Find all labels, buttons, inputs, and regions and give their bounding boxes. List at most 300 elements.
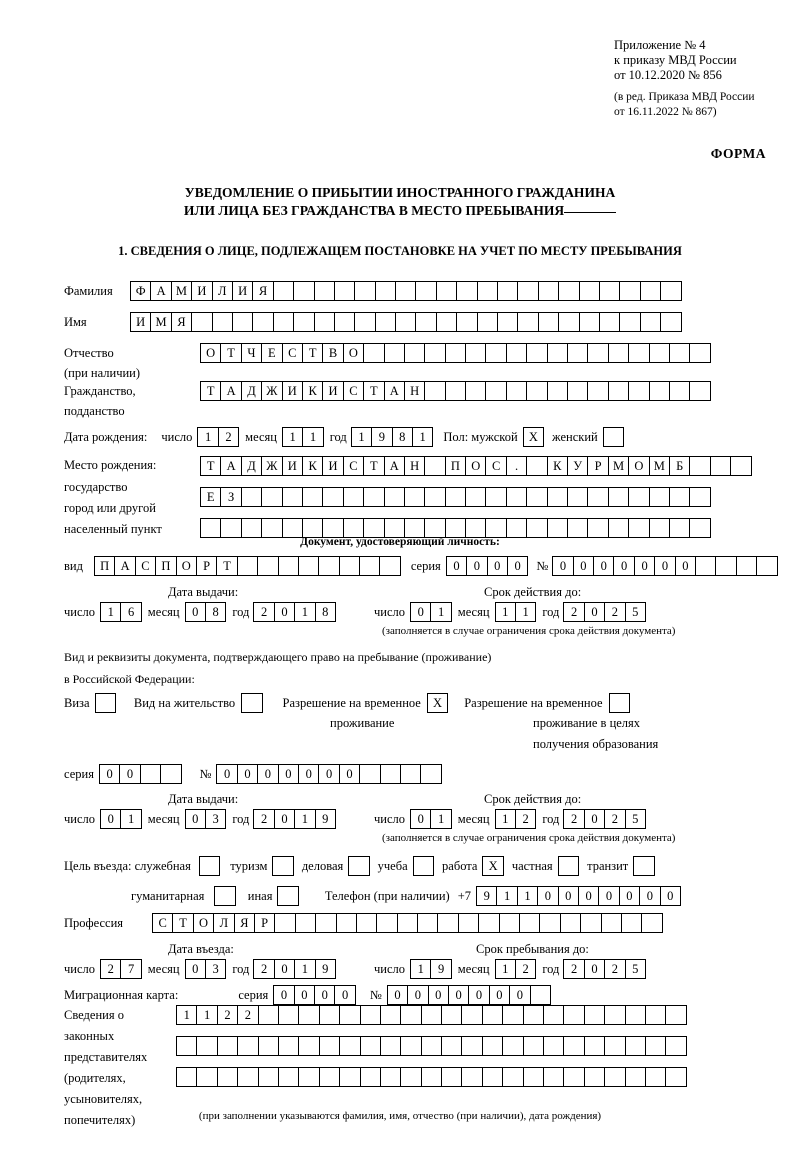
char-cell[interactable]: 0 <box>334 985 355 1005</box>
migration-card-number-input[interactable] <box>387 985 551 1005</box>
char-cell[interactable]: 2 <box>563 959 584 979</box>
char-cell[interactable] <box>579 281 600 301</box>
char-cell[interactable]: М <box>171 281 192 301</box>
char-cell[interactable] <box>441 1036 462 1056</box>
char-cell[interactable]: 5 <box>625 809 646 829</box>
char-cell[interactable] <box>547 381 568 401</box>
char-cell[interactable]: 0 <box>407 985 428 1005</box>
sex-female-checkbox[interactable] <box>603 427 624 447</box>
char-cell[interactable]: Е <box>261 343 282 363</box>
char-cell[interactable] <box>477 312 498 332</box>
char-cell[interactable] <box>482 1005 503 1025</box>
char-cell[interactable] <box>756 556 777 576</box>
char-cell[interactable] <box>526 456 547 476</box>
char-cell[interactable] <box>538 281 559 301</box>
char-cell[interactable] <box>497 281 518 301</box>
birthplace-line-1-input[interactable] <box>200 456 752 476</box>
idoc-valid-month-input[interactable] <box>495 602 537 622</box>
char-cell[interactable]: 1 <box>120 809 141 829</box>
char-cell[interactable]: А <box>384 381 405 401</box>
char-cell[interactable]: П <box>445 456 466 476</box>
char-cell[interactable] <box>258 1067 279 1087</box>
char-cell[interactable] <box>424 456 445 476</box>
char-cell[interactable] <box>669 518 690 538</box>
char-cell[interactable]: 2 <box>604 959 625 979</box>
char-cell[interactable] <box>485 381 506 401</box>
char-cell[interactable] <box>424 518 445 538</box>
char-cell[interactable] <box>400 1005 421 1025</box>
representatives-line-2-input[interactable] <box>176 1036 687 1056</box>
char-cell[interactable] <box>258 1005 279 1025</box>
char-cell[interactable]: . <box>506 456 527 476</box>
char-cell[interactable]: 0 <box>185 602 206 622</box>
permit-issue-day-input[interactable] <box>100 809 142 829</box>
idoc-kind-input[interactable] <box>94 556 401 576</box>
char-cell[interactable]: 9 <box>315 809 336 829</box>
char-cell[interactable] <box>506 343 527 363</box>
char-cell[interactable] <box>363 343 384 363</box>
char-cell[interactable] <box>526 381 547 401</box>
char-cell[interactable]: 0 <box>584 959 605 979</box>
birth-day-input[interactable] <box>197 427 239 447</box>
char-cell[interactable]: 9 <box>476 886 497 906</box>
char-cell[interactable] <box>380 1036 401 1056</box>
char-cell[interactable] <box>669 343 690 363</box>
char-cell[interactable]: Я <box>171 312 192 332</box>
char-cell[interactable] <box>660 312 681 332</box>
phone-input[interactable] <box>476 886 681 906</box>
char-cell[interactable] <box>424 343 445 363</box>
char-cell[interactable] <box>196 1036 217 1056</box>
char-cell[interactable] <box>526 343 547 363</box>
char-cell[interactable] <box>395 312 416 332</box>
char-cell[interactable]: 2 <box>563 809 584 829</box>
char-cell[interactable]: Ж <box>261 381 282 401</box>
char-cell[interactable]: 0 <box>294 985 315 1005</box>
char-cell[interactable] <box>293 312 314 332</box>
char-cell[interactable] <box>395 281 416 301</box>
residence-checkbox[interactable] <box>241 693 262 713</box>
char-cell[interactable] <box>608 487 629 507</box>
char-cell[interactable] <box>539 913 560 933</box>
char-cell[interactable] <box>599 281 620 301</box>
char-cell[interactable]: Т <box>363 381 384 401</box>
char-cell[interactable] <box>375 312 396 332</box>
char-cell[interactable] <box>604 1036 625 1056</box>
char-cell[interactable] <box>587 518 608 538</box>
char-cell[interactable]: 1 <box>515 602 536 622</box>
char-cell[interactable] <box>587 343 608 363</box>
char-cell[interactable] <box>415 312 436 332</box>
char-cell[interactable] <box>319 1005 340 1025</box>
char-cell[interactable] <box>445 343 466 363</box>
char-cell[interactable]: 9 <box>430 959 451 979</box>
char-cell[interactable]: Т <box>302 343 323 363</box>
permit-series-input[interactable] <box>99 764 182 784</box>
char-cell[interactable]: 2 <box>100 959 121 979</box>
char-cell[interactable] <box>322 487 343 507</box>
idoc-series-input[interactable] <box>446 556 529 576</box>
char-cell[interactable]: Н <box>404 381 425 401</box>
char-cell[interactable] <box>665 1036 686 1056</box>
idoc-valid-day-input[interactable] <box>410 602 452 622</box>
char-cell[interactable]: 2 <box>515 809 536 829</box>
char-cell[interactable] <box>619 281 640 301</box>
char-cell[interactable]: 2 <box>218 427 239 447</box>
char-cell[interactable]: 5 <box>625 602 646 622</box>
char-cell[interactable] <box>649 381 670 401</box>
char-cell[interactable]: И <box>191 281 212 301</box>
char-cell[interactable] <box>420 764 441 784</box>
char-cell[interactable] <box>485 487 506 507</box>
char-cell[interactable]: 0 <box>318 764 339 784</box>
char-cell[interactable]: 0 <box>489 985 510 1005</box>
char-cell[interactable] <box>456 281 477 301</box>
char-cell[interactable]: 0 <box>298 764 319 784</box>
char-cell[interactable]: 0 <box>314 985 335 1005</box>
char-cell[interactable] <box>587 487 608 507</box>
char-cell[interactable] <box>567 487 588 507</box>
char-cell[interactable]: 0 <box>185 809 206 829</box>
char-cell[interactable]: 0 <box>216 764 237 784</box>
purpose-study-checkbox[interactable] <box>413 856 434 876</box>
char-cell[interactable] <box>526 487 547 507</box>
representatives-line-1-input[interactable] <box>176 1005 687 1025</box>
char-cell[interactable]: 1 <box>196 1005 217 1025</box>
char-cell[interactable] <box>140 764 161 784</box>
char-cell[interactable]: А <box>220 456 241 476</box>
char-cell[interactable]: Р <box>196 556 217 576</box>
char-cell[interactable] <box>695 556 716 576</box>
char-cell[interactable]: К <box>547 456 568 476</box>
char-cell[interactable]: Я <box>252 281 273 301</box>
char-cell[interactable] <box>669 487 690 507</box>
char-cell[interactable]: О <box>465 456 486 476</box>
char-cell[interactable] <box>543 1036 564 1056</box>
char-cell[interactable]: П <box>155 556 176 576</box>
char-cell[interactable] <box>191 312 212 332</box>
char-cell[interactable] <box>445 518 466 538</box>
idoc-valid-year-input[interactable] <box>563 602 646 622</box>
permit-valid-day-input[interactable] <box>410 809 452 829</box>
char-cell[interactable] <box>645 1067 666 1087</box>
char-cell[interactable] <box>461 1067 482 1087</box>
entry-day-input[interactable] <box>100 959 142 979</box>
representatives-line-3-input[interactable] <box>176 1067 687 1087</box>
char-cell[interactable] <box>404 518 425 538</box>
char-cell[interactable] <box>485 518 506 538</box>
char-cell[interactable] <box>645 1005 666 1025</box>
char-cell[interactable] <box>502 1036 523 1056</box>
char-cell[interactable]: О <box>176 556 197 576</box>
char-cell[interactable] <box>456 312 477 332</box>
char-cell[interactable]: 1 <box>176 1005 197 1025</box>
char-cell[interactable] <box>278 1005 299 1025</box>
char-cell[interactable] <box>689 456 710 476</box>
char-cell[interactable] <box>315 913 336 933</box>
char-cell[interactable] <box>523 1005 544 1025</box>
char-cell[interactable]: 0 <box>339 764 360 784</box>
char-cell[interactable]: 2 <box>604 809 625 829</box>
char-cell[interactable]: 1 <box>517 886 538 906</box>
char-cell[interactable] <box>485 343 506 363</box>
char-cell[interactable]: 0 <box>619 886 640 906</box>
char-cell[interactable] <box>730 456 751 476</box>
patronymic-input[interactable] <box>200 343 711 363</box>
char-cell[interactable]: П <box>94 556 115 576</box>
char-cell[interactable]: 0 <box>537 886 558 906</box>
char-cell[interactable]: 2 <box>253 959 274 979</box>
char-cell[interactable] <box>628 487 649 507</box>
char-cell[interactable]: 1 <box>351 427 372 447</box>
char-cell[interactable]: С <box>343 381 364 401</box>
sex-male-checkbox[interactable]: X <box>523 427 544 447</box>
char-cell[interactable] <box>375 281 396 301</box>
char-cell[interactable]: 0 <box>573 556 594 576</box>
char-cell[interactable] <box>359 556 380 576</box>
char-cell[interactable] <box>212 312 233 332</box>
char-cell[interactable] <box>645 1036 666 1056</box>
char-cell[interactable]: 0 <box>578 886 599 906</box>
char-cell[interactable]: 0 <box>237 764 258 784</box>
char-cell[interactable]: Т <box>220 343 241 363</box>
birth-month-input[interactable] <box>282 427 324 447</box>
char-cell[interactable] <box>625 1067 646 1087</box>
char-cell[interactable] <box>599 312 620 332</box>
char-cell[interactable] <box>628 518 649 538</box>
char-cell[interactable] <box>258 1036 279 1056</box>
char-cell[interactable] <box>421 1067 442 1087</box>
char-cell[interactable] <box>482 1036 503 1056</box>
char-cell[interactable] <box>563 1005 584 1025</box>
char-cell[interactable]: И <box>130 312 151 332</box>
char-cell[interactable]: Д <box>241 456 262 476</box>
birthplace-line-2-input[interactable] <box>200 487 711 507</box>
char-cell[interactable]: 2 <box>604 602 625 622</box>
char-cell[interactable]: 0 <box>613 556 634 576</box>
char-cell[interactable] <box>587 381 608 401</box>
char-cell[interactable]: И <box>232 281 253 301</box>
char-cell[interactable] <box>436 281 457 301</box>
char-cell[interactable] <box>482 1067 503 1087</box>
char-cell[interactable]: 0 <box>639 886 660 906</box>
char-cell[interactable]: 1 <box>430 809 451 829</box>
char-cell[interactable] <box>640 281 661 301</box>
char-cell[interactable]: В <box>322 343 343 363</box>
char-cell[interactable]: 0 <box>274 809 295 829</box>
char-cell[interactable] <box>628 381 649 401</box>
name-input[interactable] <box>130 312 682 332</box>
char-cell[interactable]: Т <box>200 456 221 476</box>
char-cell[interactable]: 0 <box>257 764 278 784</box>
char-cell[interactable] <box>241 487 262 507</box>
purpose-tourism-checkbox[interactable] <box>272 856 293 876</box>
char-cell[interactable]: А <box>114 556 135 576</box>
char-cell[interactable] <box>665 1005 686 1025</box>
char-cell[interactable]: 1 <box>294 602 315 622</box>
char-cell[interactable] <box>517 281 538 301</box>
char-cell[interactable] <box>689 518 710 538</box>
permit-issue-month-input[interactable] <box>185 809 227 829</box>
char-cell[interactable] <box>424 381 445 401</box>
char-cell[interactable] <box>558 281 579 301</box>
char-cell[interactable] <box>339 1005 360 1025</box>
char-cell[interactable]: Р <box>587 456 608 476</box>
char-cell[interactable]: 9 <box>315 959 336 979</box>
char-cell[interactable] <box>314 312 335 332</box>
char-cell[interactable]: А <box>150 281 171 301</box>
char-cell[interactable] <box>584 1036 605 1056</box>
char-cell[interactable]: О <box>200 343 221 363</box>
stay-day-input[interactable] <box>410 959 452 979</box>
char-cell[interactable] <box>461 1005 482 1025</box>
char-cell[interactable] <box>649 518 670 538</box>
char-cell[interactable] <box>547 518 568 538</box>
char-cell[interactable] <box>465 381 486 401</box>
char-cell[interactable]: 6 <box>120 602 141 622</box>
char-cell[interactable]: 3 <box>205 959 226 979</box>
char-cell[interactable] <box>715 556 736 576</box>
char-cell[interactable] <box>584 1067 605 1087</box>
char-cell[interactable]: У <box>567 456 588 476</box>
char-cell[interactable]: 0 <box>119 764 140 784</box>
char-cell[interactable] <box>339 1067 360 1087</box>
char-cell[interactable]: 1 <box>282 427 303 447</box>
char-cell[interactable] <box>334 281 355 301</box>
char-cell[interactable]: Т <box>172 913 193 933</box>
char-cell[interactable] <box>604 1067 625 1087</box>
char-cell[interactable] <box>441 1005 462 1025</box>
char-cell[interactable] <box>710 456 731 476</box>
char-cell[interactable]: 9 <box>371 427 392 447</box>
char-cell[interactable] <box>619 312 640 332</box>
char-cell[interactable] <box>641 913 662 933</box>
char-cell[interactable] <box>421 1005 442 1025</box>
char-cell[interactable] <box>441 1067 462 1087</box>
char-cell[interactable] <box>465 487 486 507</box>
char-cell[interactable]: 2 <box>253 809 274 829</box>
char-cell[interactable]: 5 <box>625 959 646 979</box>
idoc-issue-month-input[interactable] <box>185 602 227 622</box>
char-cell[interactable] <box>360 1036 381 1056</box>
char-cell[interactable] <box>237 1036 258 1056</box>
char-cell[interactable]: К <box>302 381 323 401</box>
char-cell[interactable] <box>354 312 375 332</box>
char-cell[interactable] <box>176 1036 197 1056</box>
char-cell[interactable]: 0 <box>446 556 467 576</box>
char-cell[interactable] <box>506 381 527 401</box>
char-cell[interactable] <box>523 1067 544 1087</box>
char-cell[interactable] <box>343 487 364 507</box>
char-cell[interactable] <box>282 518 303 538</box>
char-cell[interactable] <box>273 281 294 301</box>
char-cell[interactable]: С <box>343 456 364 476</box>
char-cell[interactable] <box>519 913 540 933</box>
char-cell[interactable] <box>261 518 282 538</box>
char-cell[interactable]: С <box>152 913 173 933</box>
char-cell[interactable] <box>356 913 377 933</box>
idoc-number-input[interactable] <box>552 556 777 576</box>
char-cell[interactable] <box>517 312 538 332</box>
birth-year-input[interactable] <box>351 427 434 447</box>
char-cell[interactable]: 1 <box>412 427 433 447</box>
char-cell[interactable] <box>360 1067 381 1087</box>
char-cell[interactable] <box>314 281 335 301</box>
char-cell[interactable] <box>252 312 273 332</box>
char-cell[interactable] <box>397 913 418 933</box>
char-cell[interactable]: 1 <box>496 886 517 906</box>
char-cell[interactable] <box>640 312 661 332</box>
char-cell[interactable]: Я <box>234 913 255 933</box>
purpose-transit-checkbox[interactable] <box>633 856 654 876</box>
char-cell[interactable] <box>339 556 360 576</box>
char-cell[interactable] <box>274 913 295 933</box>
char-cell[interactable]: Т <box>216 556 237 576</box>
char-cell[interactable]: 1 <box>302 427 323 447</box>
char-cell[interactable] <box>298 1036 319 1056</box>
char-cell[interactable]: 2 <box>515 959 536 979</box>
char-cell[interactable] <box>580 913 601 933</box>
char-cell[interactable] <box>343 518 364 538</box>
char-cell[interactable] <box>404 343 425 363</box>
char-cell[interactable]: 0 <box>552 556 573 576</box>
char-cell[interactable]: 2 <box>563 602 584 622</box>
char-cell[interactable] <box>363 518 384 538</box>
char-cell[interactable]: А <box>384 456 405 476</box>
char-cell[interactable] <box>354 281 375 301</box>
char-cell[interactable]: 2 <box>237 1005 258 1025</box>
char-cell[interactable]: С <box>485 456 506 476</box>
purpose-private-checkbox[interactable] <box>558 856 579 876</box>
char-cell[interactable]: 1 <box>100 602 121 622</box>
char-cell[interactable]: 0 <box>487 556 508 576</box>
char-cell[interactable] <box>502 1067 523 1087</box>
char-cell[interactable]: 0 <box>558 886 579 906</box>
char-cell[interactable] <box>669 381 690 401</box>
idoc-issue-year-input[interactable] <box>253 602 336 622</box>
entry-year-input[interactable] <box>253 959 336 979</box>
char-cell[interactable]: Н <box>404 456 425 476</box>
char-cell[interactable] <box>436 312 457 332</box>
char-cell[interactable] <box>445 381 466 401</box>
char-cell[interactable]: С <box>282 343 303 363</box>
visa-checkbox[interactable] <box>95 693 116 713</box>
char-cell[interactable] <box>176 1067 197 1087</box>
char-cell[interactable] <box>376 913 397 933</box>
char-cell[interactable] <box>477 281 498 301</box>
char-cell[interactable] <box>567 343 588 363</box>
char-cell[interactable] <box>293 281 314 301</box>
char-cell[interactable]: Е <box>200 487 221 507</box>
char-cell[interactable] <box>424 487 445 507</box>
char-cell[interactable]: 0 <box>509 985 530 1005</box>
char-cell[interactable] <box>558 312 579 332</box>
char-cell[interactable] <box>478 913 499 933</box>
permit-valid-year-input[interactable] <box>563 809 646 829</box>
char-cell[interactable] <box>334 312 355 332</box>
char-cell[interactable] <box>417 913 438 933</box>
char-cell[interactable]: К <box>302 456 323 476</box>
char-cell[interactable]: Д <box>241 381 262 401</box>
char-cell[interactable] <box>257 556 278 576</box>
char-cell[interactable]: Ч <box>241 343 262 363</box>
char-cell[interactable] <box>384 518 405 538</box>
edu-residence-checkbox[interactable] <box>609 693 630 713</box>
char-cell[interactable] <box>502 1005 523 1025</box>
char-cell[interactable] <box>380 1067 401 1087</box>
char-cell[interactable]: 1 <box>294 809 315 829</box>
char-cell[interactable]: 0 <box>584 809 605 829</box>
